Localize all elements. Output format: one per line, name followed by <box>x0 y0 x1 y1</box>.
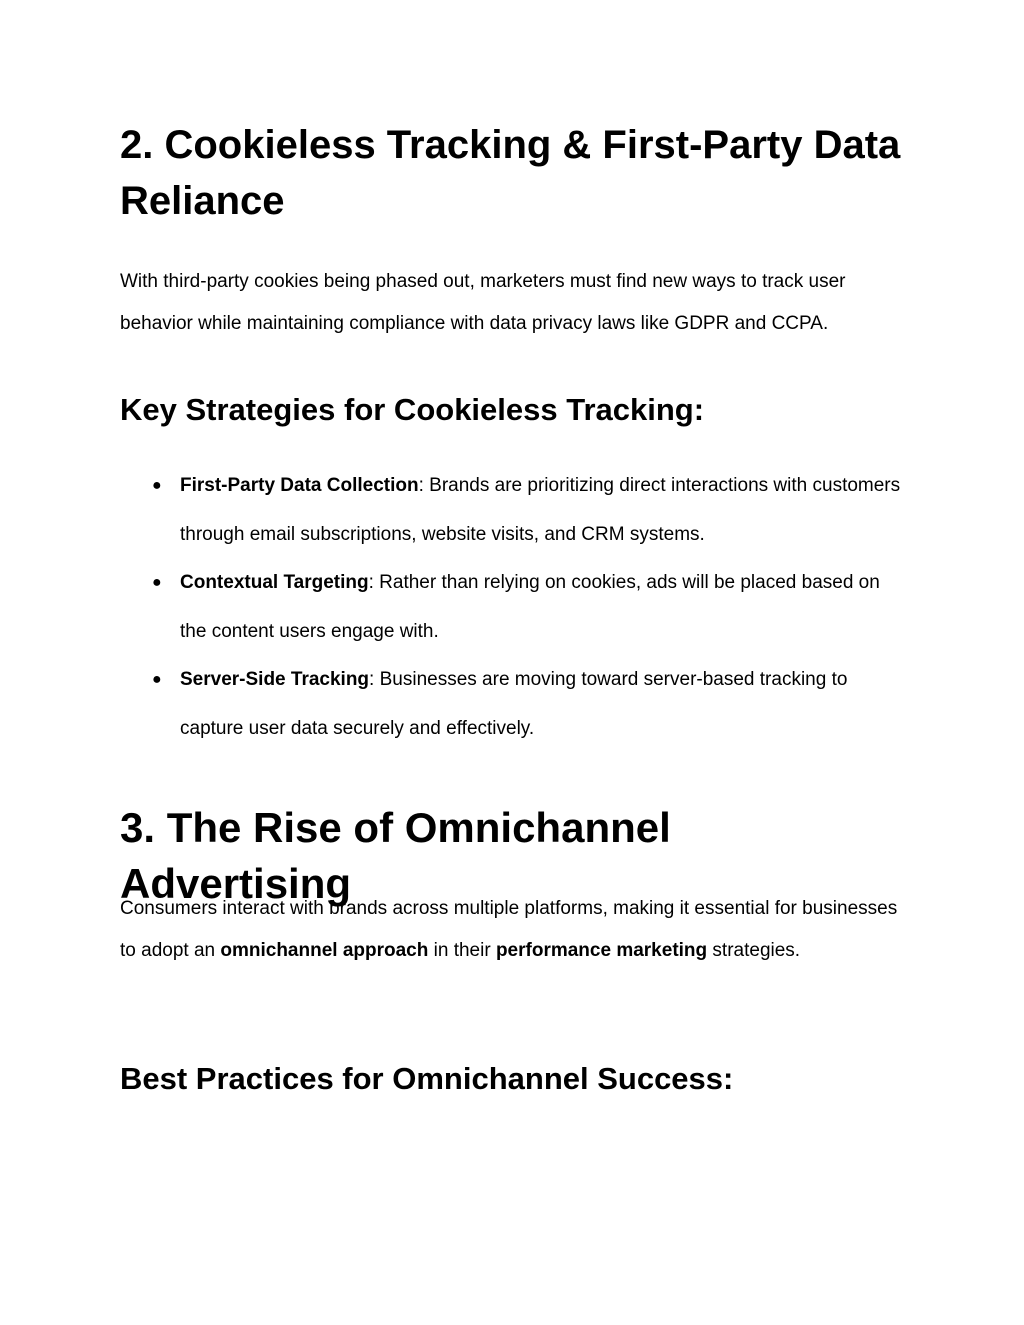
section-3-intro <box>120 888 910 971</box>
section-2-heading: 2. Cookieless Tracking & First-Party Data Reliance <box>120 123 901 223</box>
section-2-intro: With third-party cookies being phased out, marketers must find new ways to track user behavior while maintaining compliance with data privacy laws like GDPR and CCPA. <box>120 271 846 334</box>
strategies-list <box>120 462 910 753</box>
key-strategies-subheading: Key Strategies for Cookieless Tracking: <box>120 392 705 427</box>
intro-bold-performance: performance marketing <box>495 939 708 961</box>
list-item-term: Server-Side Tracking <box>180 669 370 690</box>
list-item-term: Contextual Targeting <box>180 572 369 593</box>
list-item <box>120 462 910 559</box>
intro-text-1: Consumers interact with brands across multiple platforms, making it essential for businesses to adopt an <box>120 898 898 961</box>
list-item <box>120 656 910 753</box>
bullet-icon: ● <box>152 477 162 494</box>
list-item-text: : Businesses are moving toward server-based tracking to capture user data securely and effectively. <box>180 669 848 739</box>
list-item-text: : Rather than relying on cookies, ads will be placed based on the content users engage with. <box>180 572 880 642</box>
best-practices-subheading: Best Practices for Omnichannel Success: <box>120 1061 734 1096</box>
section-3-heading: 3. The Rise of Omnichannel Advertising <box>120 804 671 907</box>
bullet-icon: ● <box>152 574 162 591</box>
list-item-term: First-Party Data Collection <box>180 475 419 496</box>
intro-bold-omnichannel: omnichannel approach <box>220 939 429 961</box>
intro-text-3: strategies. <box>707 939 801 961</box>
list-item <box>120 559 910 656</box>
intro-text-2: in their <box>428 939 496 961</box>
list-item-text: : Brands are prioritizing direct interactions with customers through email subscriptions, website visits, and CRM systems. <box>180 475 901 545</box>
bullet-icon: ● <box>152 671 162 688</box>
